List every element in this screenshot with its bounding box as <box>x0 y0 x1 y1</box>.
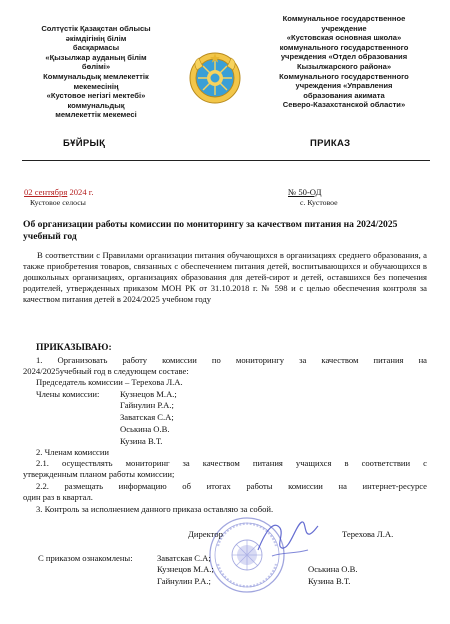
acknowledgment-name: Кузнецов М.А.; <box>157 564 214 574</box>
header-left-line: басқармасы <box>72 43 120 53</box>
director-signature-icon <box>252 510 322 568</box>
order-command: ПРИКАЗЫВАЮ: <box>36 342 112 353</box>
item-2-1-line-2: утвержденным планом работы комиссии; <box>23 469 175 479</box>
header-left-line: бөлімі» <box>81 62 111 72</box>
order-number: № 50-ОД <box>288 187 322 197</box>
commission-chair: Председатель комиссии – Терехова Л.А. <box>36 377 183 387</box>
header-right-line: Кызылжарского района» <box>296 61 392 71</box>
order-heading-kazakh: БҰЙРЫҚ <box>63 138 106 149</box>
header-left-kazakh <box>22 24 170 120</box>
acknowledgment-name: Оськина О.В. <box>308 564 358 574</box>
header-left-line: коммунальдық <box>67 100 125 110</box>
item-2-2-line-1: 2.2. размещать информацию об итогах работы комиссии на интернет-ресурсе <box>36 481 427 491</box>
preamble-paragraph: В соответствии с Правилами организации питания обучающихся в организациях среднего образования, а также приобретения товаров, связанных с обеспечением питания детей, воспитывающихся и обучающихся в дошкольных организациях, организациях образования для детей-сирот и детей, оставшихся без попечения родителей, утвержденных приказом МОН РК от 31.10.2018 г. № 598 и с целью обеспечения контроля за качеством питания детей в 2024/2025 учебном году <box>23 250 427 305</box>
header-left-line: Солтүстік Қазақстан облысы <box>41 24 151 33</box>
item-1-line-2: 2024/2025учебный год в следующем составе: <box>23 366 189 376</box>
member-item: Заватская С.А; <box>120 412 174 422</box>
order-date-year: 2024 г. <box>67 187 94 197</box>
item-3: 3. Контроль за исполнением данного приказа оставляю за собой. <box>36 504 274 514</box>
header-right-line: коммунального государственного <box>279 42 409 52</box>
member-item: Гайнулин Р.А.; <box>120 400 174 410</box>
director-name: Терехова Л.А. <box>342 529 394 539</box>
header-left-line: «Қызылжар ауданың білім <box>45 52 147 62</box>
place-russian: с. Кустовое <box>300 198 338 207</box>
item-2-2-line-2: один раз в квартал. <box>23 492 93 502</box>
header-right-line: Коммунального государственного <box>279 71 409 81</box>
acknowledgment-name: Заватская С.А; <box>157 553 211 563</box>
member-item: Кузина В.Т. <box>120 436 163 446</box>
header-right-line: учреждения «Управления <box>295 81 393 91</box>
header-divider <box>22 160 430 161</box>
order-title: Об организации работы комиссии по мониторингу за качеством питания на 2024/2025 учебный год <box>23 219 398 242</box>
header-left-line: Коммунальдық мемлекеттік <box>43 71 149 81</box>
state-emblem-icon <box>189 52 241 104</box>
header-left-line: мемлекеттік мекемесі <box>55 110 137 120</box>
header-left-line: мекемесінің <box>73 81 119 91</box>
header-right-line: учреждение <box>321 23 367 33</box>
header-left-line: «Кустовое негізгі мектебі» <box>46 91 146 101</box>
item-1-line-1: 1. Организовать работу комиссии по мониторингу за качеством питания на <box>36 355 427 365</box>
header-right-line: учреждения «Отдел образования <box>280 52 408 62</box>
member-item: Оськина О.В. <box>120 424 170 434</box>
header-right-line: Северо-Казахстанской области» <box>282 100 406 110</box>
header-right-line: «Кустовская основная школа» <box>286 33 402 43</box>
director-label: Директор <box>188 529 223 539</box>
header-left-line: әкімдігінің білім <box>65 33 127 43</box>
item-2-1-line-1: 2.1. осуществлять мониторинг за качеством питания учащихся в соответствии с <box>36 458 427 468</box>
header-right-russian <box>258 14 430 110</box>
order-date-day: 02 сентября <box>24 187 68 197</box>
order-heading-russian: ПРИКАЗ <box>310 138 351 149</box>
members-label: Члены комиссии: <box>36 389 100 399</box>
place-kazakh: Кустовое селосы <box>30 198 86 207</box>
acknowledgment-name: Кузина В.Т. <box>308 576 351 586</box>
acknowledgment-name: Гайнулин Р.А.; <box>157 576 211 586</box>
header-right-line: Коммунальное государственное <box>282 14 406 23</box>
header-right-line: образования акимата <box>303 90 385 100</box>
member-item: Кузнецов М.А.; <box>120 389 177 399</box>
order-date <box>24 187 94 197</box>
acknowledgment-label: С приказом ознакомлены: <box>38 553 133 563</box>
item-2: 2. Членам комиссии <box>36 447 110 457</box>
